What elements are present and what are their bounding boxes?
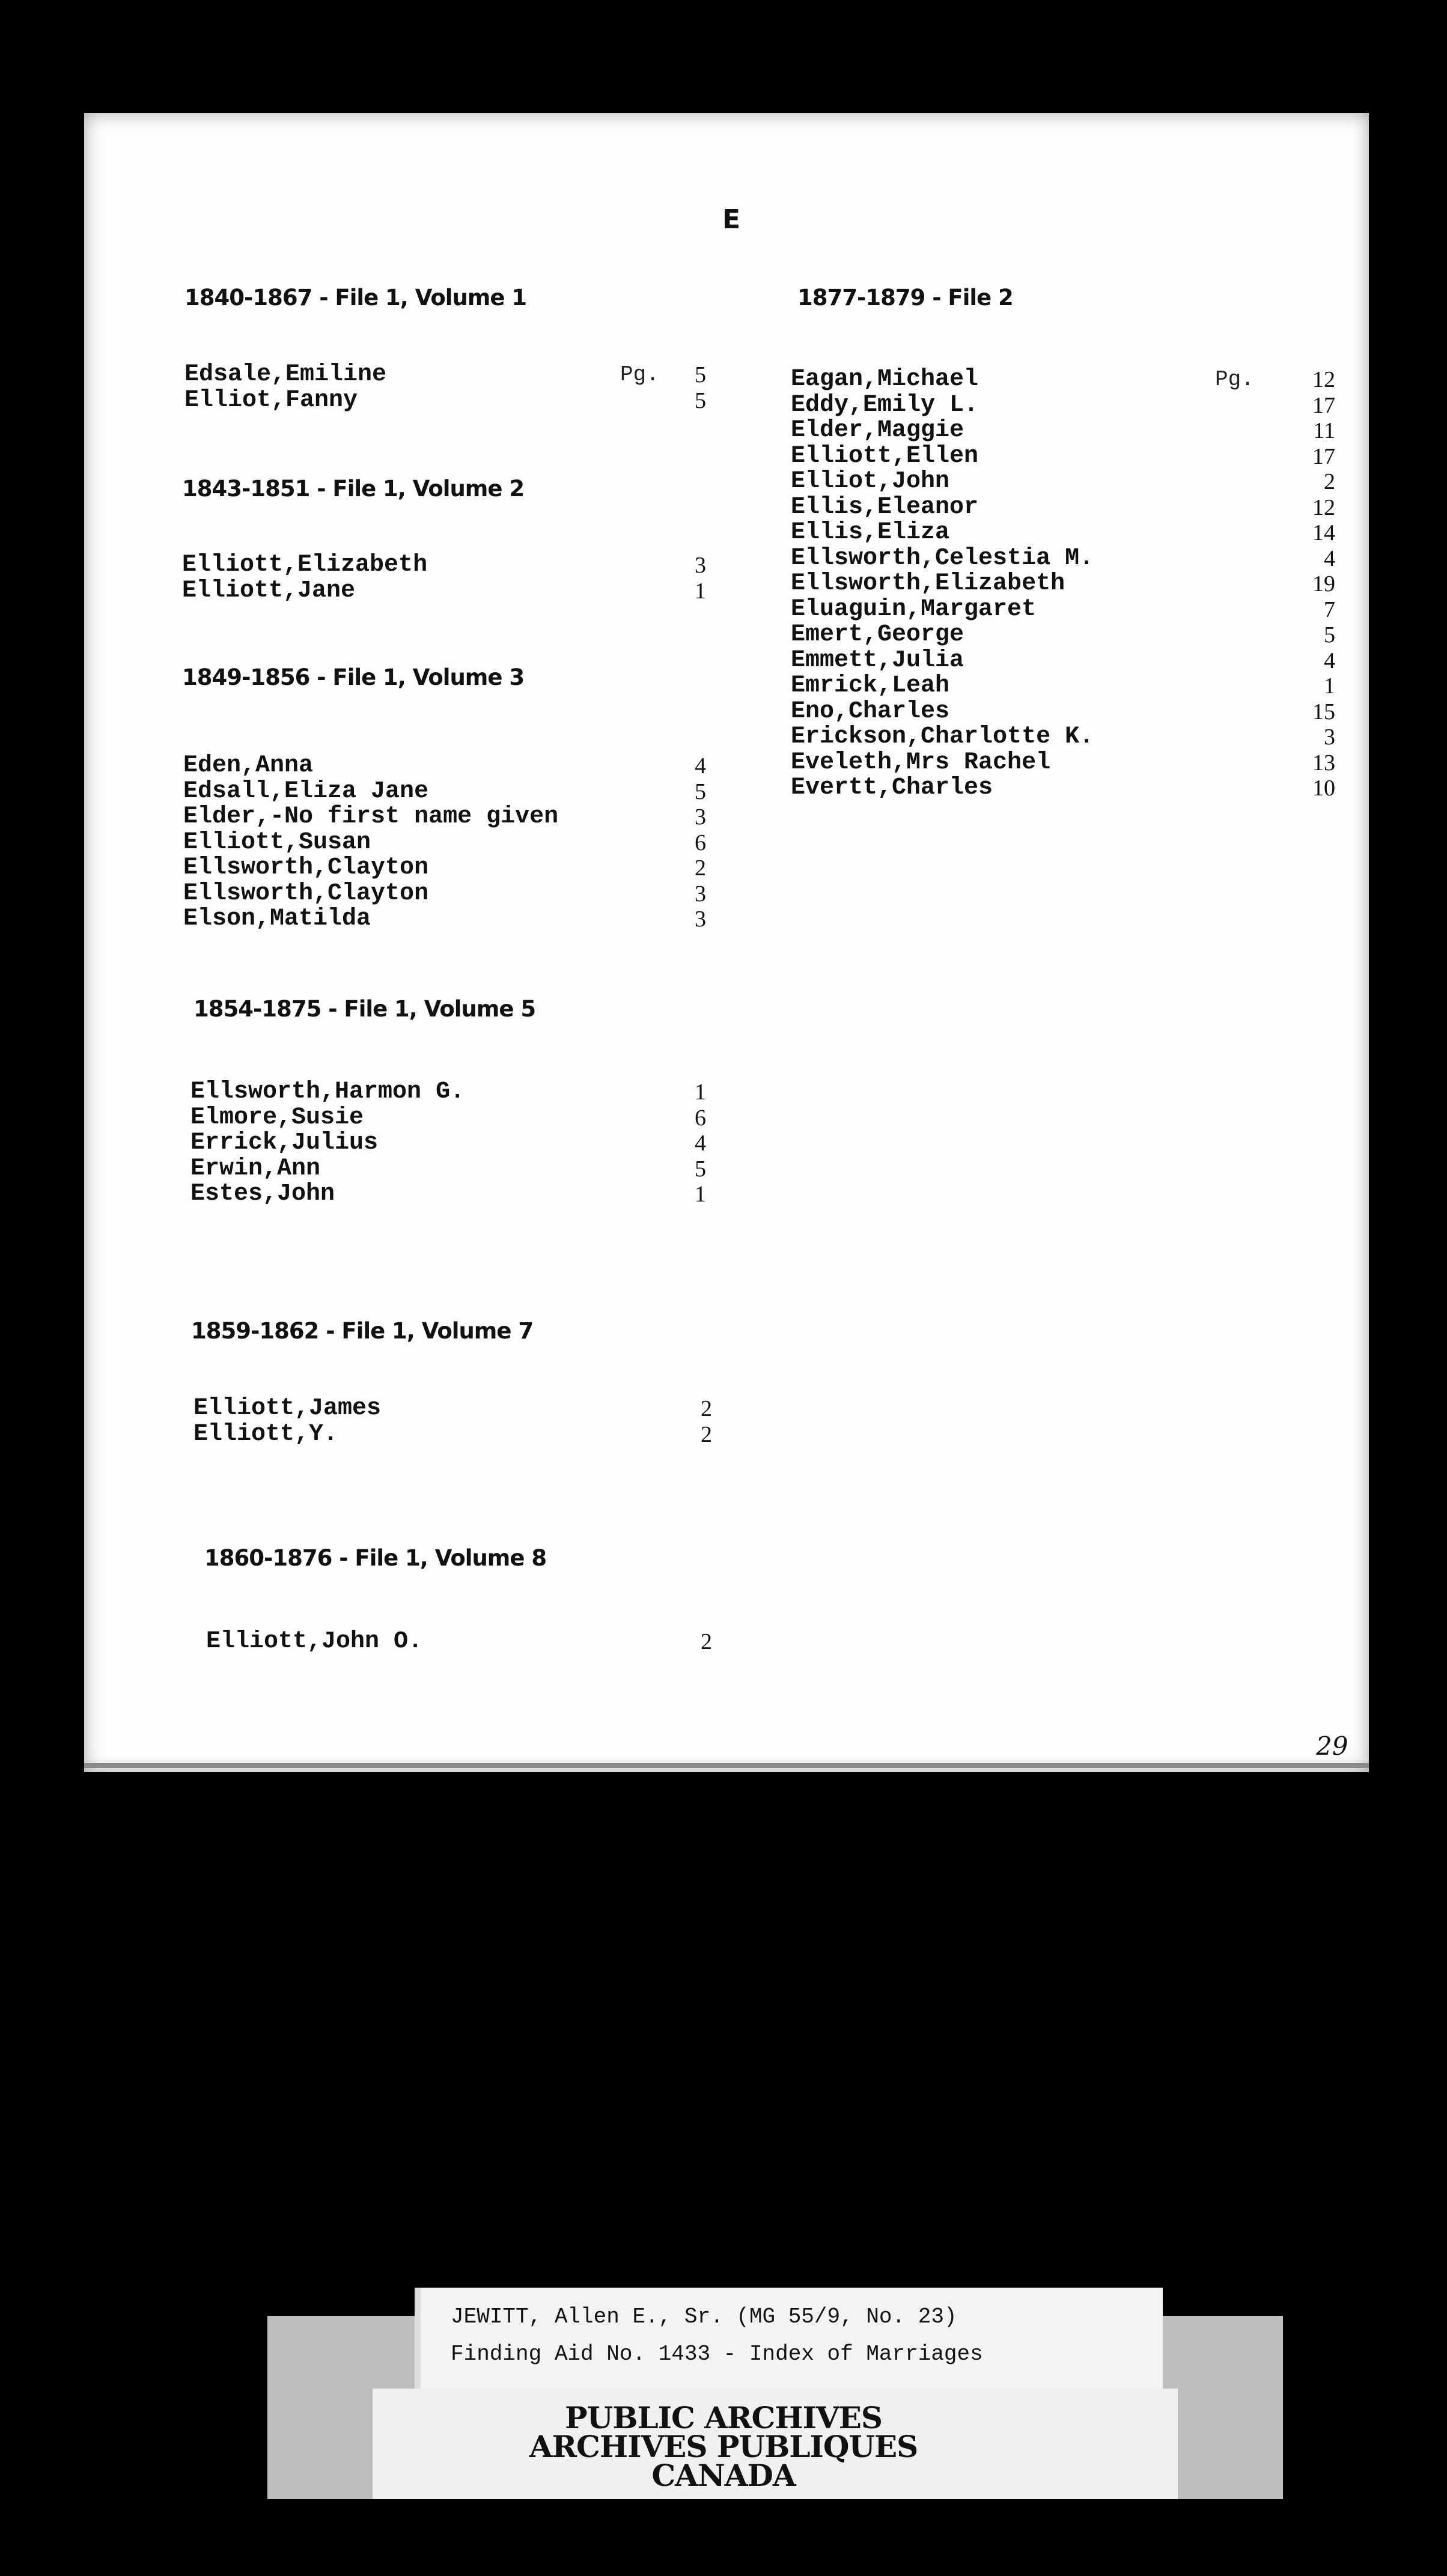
list-item [791,672,1335,699]
list-item [791,570,1335,597]
section-heading: 1877-1879 - File 2 [797,285,1013,311]
section-1840-1867 [184,284,526,312]
list-item [791,749,1335,776]
list-item [183,854,706,881]
list-item [183,752,706,779]
entry-name: Ellis,Eliza [791,519,950,546]
pg-label: Pg. [620,362,659,387]
section-1843-1851 [182,475,524,503]
entry-name: Elliott,Elizabeth [182,551,428,579]
entry-name: Emrick,Leah [791,672,950,699]
entry-name: Elliott,James [193,1395,382,1422]
section-heading: 1860-1876 - File 1, Volume 8 [204,1545,547,1571]
list-item [193,1395,712,1422]
entry-page: 6 [695,1105,706,1131]
entry-page: 5 [695,779,706,804]
entries-1860-1876 [206,1628,712,1655]
entry-page: 15 [1312,699,1335,724]
entry-name: Edsale,Emiline [184,361,387,388]
entry-page: 2 [1324,469,1335,494]
list-item [183,879,706,907]
entry-name: Estes,John [190,1180,335,1208]
entry-name: Elliott,Ellen [791,442,979,470]
entry-page: 2 [701,1629,712,1654]
entry-name: Elson,Matilda [183,905,371,932]
entries-1849-1856 [183,752,706,932]
entries-1843-1851 [182,551,706,604]
entry-name: Eveleth,Mrs Rachel [791,749,1051,776]
entry-page: 5 [695,362,706,387]
entry-name: Erwin,Ann [190,1155,321,1182]
entry-name: Eddy,Emily L. [791,391,979,419]
section-heading: 1859-1862 - File 1, Volume 7 [191,1318,534,1344]
list-item [791,723,1335,750]
list-item [193,1420,712,1448]
entries-1854-1875 [190,1078,706,1208]
list-item [791,468,1335,495]
entry-name: Ellsworth,Clayton [183,854,429,881]
entry-page: 4 [695,753,706,779]
entry-page: 6 [695,830,706,855]
list-item [182,577,706,604]
entry-page: 2 [701,1396,712,1421]
section-heading: 1849-1856 - File 1, Volume 3 [182,664,525,690]
list-item [184,361,706,388]
entry-page: 17 [1312,392,1335,418]
entry-name: Emmett,Julia [791,646,964,674]
list-item [183,803,706,830]
entry-name: Erickson,Charlotte K. [791,723,1094,750]
entries-1840-1867 [184,361,706,414]
entry-name: Edsall,Eliza Jane [183,777,429,805]
list-item [791,391,1335,419]
entry-name: Elliott,Susan [183,828,371,856]
entry-name: Ellsworth,Harmon G. [190,1078,465,1105]
entry-page: 3 [695,881,706,907]
label-line-1: JEWITT, Allen E., Sr. (MG 55/9, No. 23) [451,2304,957,2329]
entry-name: Ellsworth,Celestia M. [791,544,1094,572]
list-item [183,905,706,932]
entry-page: 13 [1312,750,1335,776]
entry-name: Eagan,Michael [791,366,979,393]
entry-name: Eluaguin,Margaret [791,595,1037,623]
list-item [791,697,1335,725]
entry-name: Emert,George [791,621,964,648]
stamp-line-1: PUBLIC ARCHIVES [565,2400,882,2435]
stamp-line-2: ARCHIVES PUBLIQUES [529,2429,918,2464]
entry-name: Elliot,Fanny [184,386,358,414]
entry-name: Ellsworth,Elizabeth [791,570,1065,597]
pg-label: Pg. [1215,367,1254,392]
entry-name: Elliott,Y. [193,1420,338,1448]
list-item [791,417,1335,444]
page-edge [84,1763,1369,1768]
section-1854-1875 [193,995,535,1024]
section-heading: 1854-1875 - File 1, Volume 5 [193,996,536,1022]
list-item [190,1155,706,1182]
entry-name: Eden,Anna [183,752,314,779]
section-1877-1879 [797,284,1013,312]
index-letter: E [722,204,741,235]
entry-page: 12 [1312,367,1335,392]
list-item [190,1129,706,1156]
entry-name: Elliott,John O. [206,1628,423,1655]
list-item [190,1180,706,1208]
page-number: 29 [1316,1731,1348,1761]
list-item [791,493,1335,521]
entry-page: 5 [695,1156,706,1182]
list-item [190,1078,706,1105]
entry-page: 19 [1312,571,1335,597]
list-item [791,646,1335,674]
entry-name: Elmore,Susie [190,1104,364,1131]
list-item [791,544,1335,572]
entry-page: 14 [1312,520,1335,545]
entries-1859-1862 [193,1395,712,1448]
entry-name: Elder,Maggie [791,417,964,444]
entry-name: Ellsworth,Clayton [183,879,429,907]
entries-1877-1879 [791,366,1335,801]
list-item [791,774,1335,801]
section-1849-1856 [182,663,524,692]
list-item [190,1104,706,1131]
entry-page: 4 [695,1131,706,1156]
entry-page: 1 [695,1182,706,1207]
stamp-line-3: CANADA [651,2458,796,2493]
entry-page: 3 [695,907,706,932]
entry-name: Errick,Julius [190,1129,379,1156]
entry-name: Elder,-No first name given [183,803,559,830]
list-item [184,386,706,414]
list-item [791,366,1335,393]
entry-page: 17 [1312,443,1335,469]
entry-name: Eno,Charles [791,697,950,725]
entry-page: 1 [1324,673,1335,699]
entry-page: 12 [1312,494,1335,520]
entry-page: 4 [1324,648,1335,673]
entry-page: 3 [1324,724,1335,750]
label-line-2: Finding Aid No. 1433 - Index of Marriages [451,2342,983,2366]
entry-page: 1 [695,578,706,604]
list-item [791,442,1335,470]
entry-page: 5 [695,387,706,413]
entry-name: Evertt,Charles [791,774,993,801]
entry-page: 4 [1324,545,1335,571]
list-item [791,595,1335,623]
list-item [791,621,1335,648]
entry-name: Elliot,John [791,468,950,495]
entry-page: 3 [695,553,706,578]
entry-page: 11 [1313,418,1335,443]
list-item [183,777,706,805]
entry-page: 2 [695,855,706,881]
entry-page: 5 [1324,622,1335,648]
list-item [182,551,706,579]
entry-name: Elliott,Jane [182,577,356,604]
list-item [183,828,706,856]
entry-page: 10 [1312,776,1335,801]
section-1860-1876 [204,1544,546,1573]
list-item [791,519,1335,546]
section-heading: 1843-1851 - File 1, Volume 2 [182,476,525,502]
entry-page: 2 [701,1421,712,1447]
section-1859-1862 [191,1317,533,1346]
entry-page: 1 [695,1080,706,1105]
list-item [206,1628,712,1655]
finding-aid-label [415,2288,1163,2389]
entry-page: 3 [695,804,706,830]
section-heading: 1840-1867 - File 1, Volume 1 [184,285,527,311]
entry-name: Ellis,Eleanor [791,493,979,521]
entry-page: 7 [1324,597,1335,622]
